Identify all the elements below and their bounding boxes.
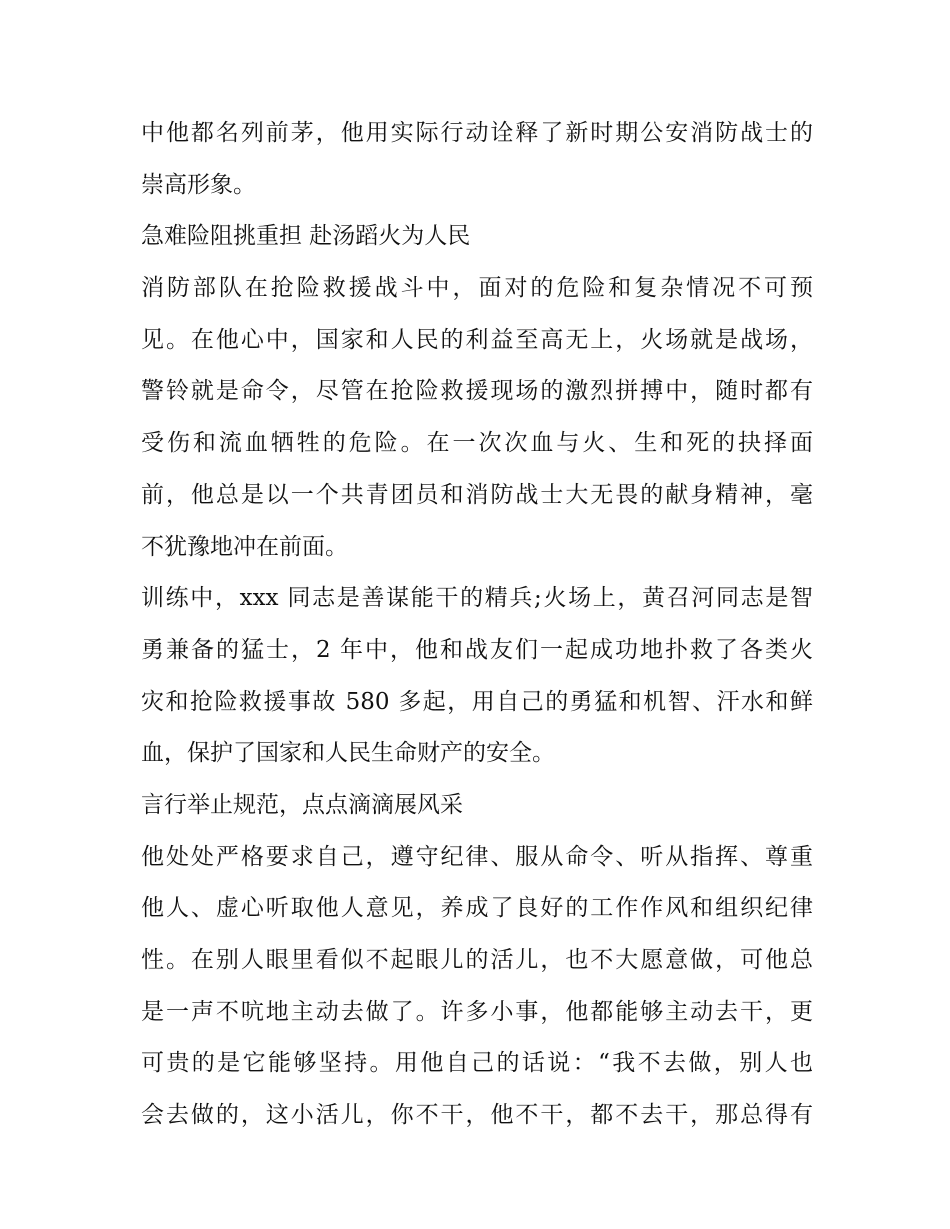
document-body xyxy=(141,108,813,1142)
paragraph-line: 见。在他心中，国家和人民的利益至高无上，火场就是战场， xyxy=(141,326,813,353)
paragraph-line: 警铃就是命令，尽管在抢险救援现场的激烈拼搏中，随时都有 xyxy=(141,378,813,405)
paragraph-line: 血，保护了国家和人民生命财产的安全。 xyxy=(141,740,555,767)
paragraph-line: 勇兼备的猛士，2 年中，他和战友们一起成功地扑救了各类火 xyxy=(141,636,813,663)
paragraph-line: 崇高形象。 xyxy=(141,171,256,198)
paragraph-line: 可贵的是它能够坚持。用他自己的话说：“我不去做，别人也 xyxy=(141,1050,813,1077)
paragraph-line: 训练中，xxx 同志是善谋能干的精兵;火场上，黄召河同志是智 xyxy=(141,585,813,612)
paragraph-line: 受伤和流血牺牲的危险。在一次次血与火、生和死的抉择面 xyxy=(141,430,813,457)
section-heading: 言行举止规范，点点滴滴展风采 xyxy=(141,791,463,818)
paragraph-line: 会去做的，这小活儿，你不干，他不干，都不去干，那总得有 xyxy=(141,1102,813,1129)
paragraph-line: 前，他总是以一个共青团员和消防战士大无畏的献身精神，毫 xyxy=(141,481,813,508)
paragraph-line: 他人、虚心听取他人意见，养成了良好的工作作风和组织纪律 xyxy=(141,895,813,922)
paragraph-line: 灾和抢险救援事故 580 多起，用自己的勇猛和机智、汗水和鲜 xyxy=(141,688,813,715)
paragraph-line: 中他都名列前茅，他用实际行动诠释了新时期公安消防战士的 xyxy=(141,120,813,146)
paragraph-line: 性。在别人眼里看似不起眼儿的活儿，也不大愿意做，可他总 xyxy=(141,947,813,973)
paragraph-line: 他处处严格要求自己，遵守纪律、服从命令、听从指挥、尊重 xyxy=(141,843,813,870)
section-heading: 急难险阻挑重担 赴汤蹈火为人民 xyxy=(141,223,471,250)
paragraph-line: 消防部队在抢险救援战斗中，面对的危险和复杂情况不可预 xyxy=(141,275,813,302)
paragraph-line: 不犹豫地冲在前面。 xyxy=(141,533,348,560)
paragraph-line: 是一声不吭地主动去做了。许多小事，他都能够主动去干，更 xyxy=(141,998,813,1025)
